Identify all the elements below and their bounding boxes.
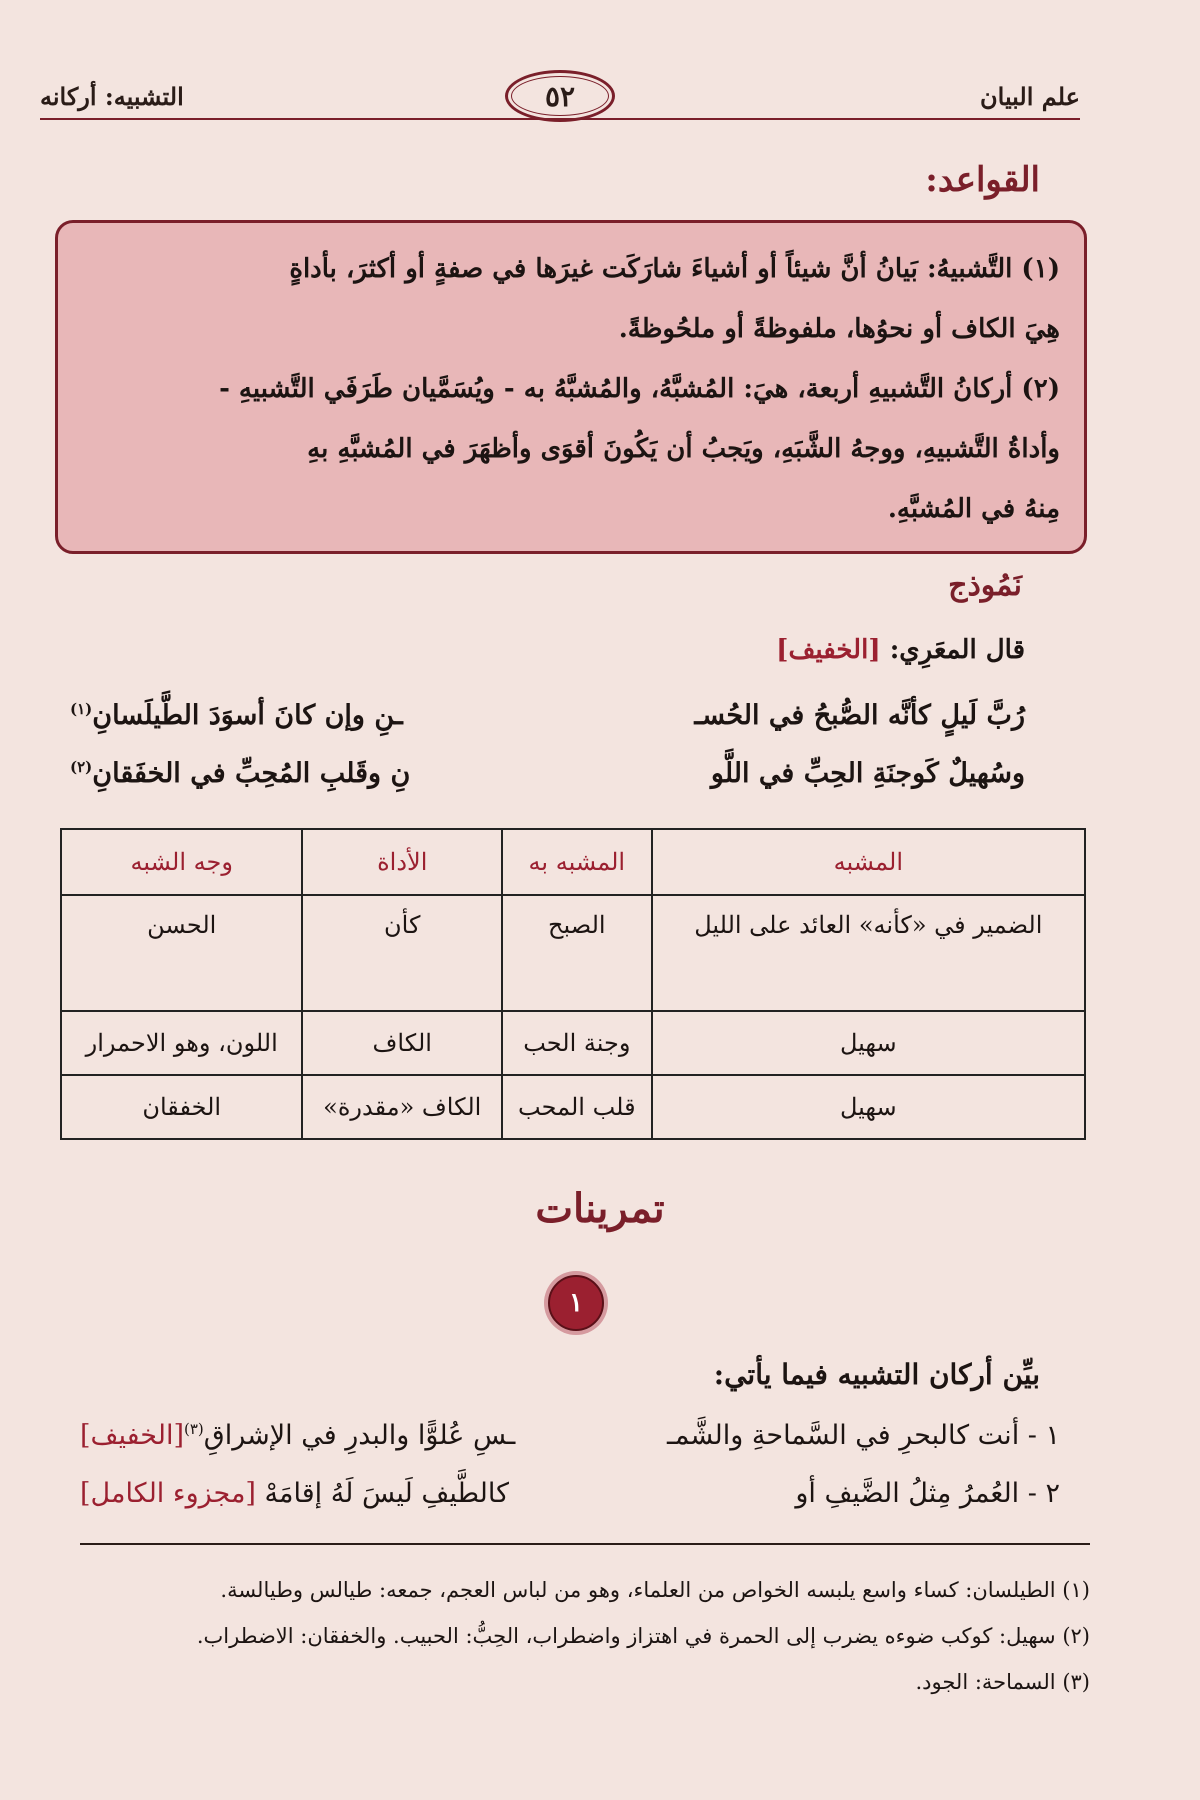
exercise-instruction: بيِّن أركان التشبيه فيما يأتي: xyxy=(713,1358,1040,1391)
footnote-1: (١) الطيلسان: كساء واسع يلبسه الخواص من العلماء، وهو من لباس العجم، جمعه: طيالس وطيالسة. xyxy=(220,1578,1090,1602)
exercise1-text: ـسِ عُلوًّا والبدرِ في الإشراقِ xyxy=(203,1420,516,1451)
verse2-text: نِ وقَلبِ المُحِبِّ في الخفَقانِ xyxy=(92,758,411,789)
table-cell: وجنة الحب xyxy=(502,1011,652,1075)
header-divider xyxy=(40,118,1080,120)
rules-box xyxy=(55,220,1087,554)
example-heading: نَمُوذج xyxy=(948,568,1022,603)
poet-attribution xyxy=(776,635,1025,665)
meter-label: [الخفيف] xyxy=(776,635,881,665)
table-cell: قلب المحب xyxy=(502,1075,652,1139)
book-title: علم البيان xyxy=(980,82,1080,111)
rule2-line1: (٢) أركانُ التَّشبيهِ أربعة، هيَ: المُشبَّهُ، والمُشبَّهُ به - ويُسَمَّيان طَرَفَي التَّشبيهِ - xyxy=(219,374,1060,404)
exercise2-second-hemistich xyxy=(80,1478,509,1509)
footnote-2: (٢) سهيل: كوكب ضوءه يضرب إلى الحمرة في اهتزاز واضطراب، الحِبُّ: الحبيب. والخفقان: الاضطراب. xyxy=(196,1624,1090,1648)
table-header-row xyxy=(61,829,1085,895)
table-cell: اللون، وهو الاحمرار xyxy=(61,1011,302,1075)
table-cell: الحسن xyxy=(61,895,302,1011)
exercise-number-badge: ١ xyxy=(548,1275,604,1331)
exercise2-first-hemistich: ٢ - العُمرُ مِثلُ الضَّيفِ أو xyxy=(795,1478,1060,1509)
rule2-line3: مِنهُ في المُشبَّهِ. xyxy=(887,494,1060,524)
section-title: التشبيه: أركانه xyxy=(40,82,184,111)
footnote-ref-2: (٢) xyxy=(70,758,93,776)
verse2-second-hemistich xyxy=(70,758,410,789)
footnote-3: (٣) السماحة: الجود. xyxy=(915,1670,1090,1694)
table-row xyxy=(61,1011,1085,1075)
rule1-line2: هِيَ الكاف أو نحوُها، ملفوظةً أو ملحُوظةً. xyxy=(618,314,1060,344)
verse1-first-hemistich: رُبَّ لَيلٍ كأنَّه الصُّبحُ في الحُسـ xyxy=(694,700,1025,731)
table-cell: الخفقان xyxy=(61,1075,302,1139)
table-row xyxy=(61,1075,1085,1139)
table-row xyxy=(61,895,1085,1011)
exercise2-text: كالطَّيفِ لَيسَ لَهُ إقامَهْ xyxy=(264,1478,509,1509)
rules-heading: القواعد: xyxy=(925,160,1040,200)
table-cell: سهيل xyxy=(652,1075,1085,1139)
table-cell: الضمير في «كأنه» العائد على الليل xyxy=(652,895,1085,1011)
table-cell: الكاف «مقدرة» xyxy=(302,1075,502,1139)
table-cell: كأن xyxy=(302,895,502,1011)
poet-name: قال المعَرِي: xyxy=(889,635,1025,665)
exercises-heading: تمرينات xyxy=(535,1185,665,1232)
column-header: المشبه به xyxy=(502,829,652,895)
column-header: وجه الشبه xyxy=(61,829,302,895)
column-header: الأداة xyxy=(302,829,502,895)
rule1-line1: (١) التَّشبيهُ: بَيانُ أنَّ شيئاً أو أشياءَ شارَكَت غيرَها في صفةٍ أو أكثرَ، بأداةٍ xyxy=(289,254,1060,284)
page-header xyxy=(40,70,1080,130)
footnote-divider xyxy=(80,1543,1090,1545)
rule2-line2: وأداةُ التَّشبيهِ، ووجهُ الشَّبَهِ، ويَجبُ أن يَكُونَ أقوَى وأظهَرَ في المُشبَّهِ بهِ xyxy=(307,434,1060,464)
verse2-first-hemistich: وسُهيلٌ كَوجنَةِ الحِبِّ في اللَّو xyxy=(710,758,1025,789)
table-cell: الكاف xyxy=(302,1011,502,1075)
meter-label: [الخفيف] xyxy=(80,1420,184,1451)
footnote-ref-3: (٣) xyxy=(183,1420,204,1438)
meter-label: [مجزوء الكامل] xyxy=(80,1478,256,1509)
verse1-second-hemistich xyxy=(70,700,403,731)
exercise1-first-hemistich: ١ - أنت كالبحرِ في السَّماحةِ والشَّمـ xyxy=(666,1420,1060,1451)
verse1-text: ـنِ وإن كانَ أسوَدَ الطَّيلَسانِ xyxy=(92,700,403,731)
table-cell: سهيل xyxy=(652,1011,1085,1075)
page-number: ٥٢ xyxy=(505,70,615,122)
exercise1-second-hemistich xyxy=(80,1420,515,1451)
footnote-ref-1: (١) xyxy=(70,700,93,718)
table-cell: الصبح xyxy=(502,895,652,1011)
column-header: المشبه xyxy=(652,829,1085,895)
simile-analysis-table xyxy=(60,828,1086,1140)
